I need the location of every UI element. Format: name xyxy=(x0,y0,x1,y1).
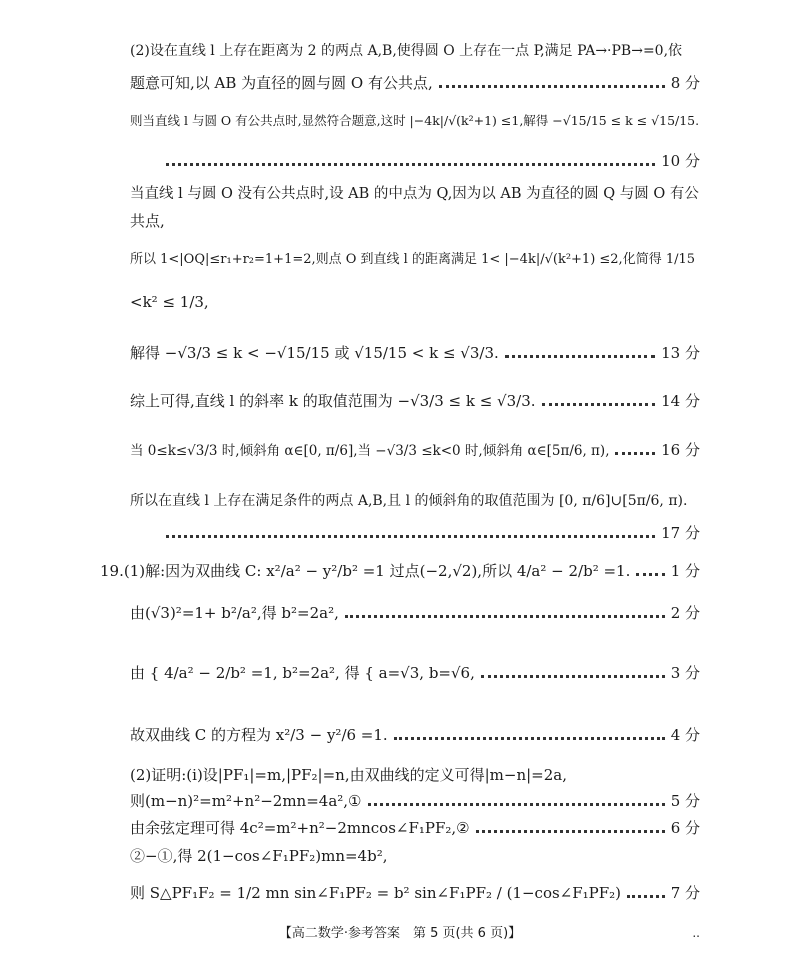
score-label: 2 分 xyxy=(670,603,700,622)
text-line xyxy=(130,880,700,904)
text-line xyxy=(130,108,700,132)
leader-dots xyxy=(166,535,655,538)
line-text: 由余弦定理可得 4c²=m²+n²−2mncos∠F₁PF₂,② xyxy=(130,818,470,837)
score-label: 10 分 xyxy=(661,151,700,170)
line-text: 则当直线 l 与圆 O 有公共点时,显然符合题意,这时 |−4k|/√(k²+1) ≤1,解得 −√15/15 ≤ k ≤ √15/15. xyxy=(130,113,700,128)
text-line xyxy=(130,290,700,314)
score-label: 17 分 xyxy=(661,523,700,542)
line-text: 当 0≤k≤√3/3 时,倾斜角 α∈[0, π/6],当 −√3/3 ≤k<0 时,倾斜角 α∈[5π/6, π), xyxy=(130,443,610,459)
text-line xyxy=(130,340,700,364)
line-text: 所以在直线 l 上存在满足条件的两点 A,B,且 l 的倾斜角的取值范围为 [0, π/6]∪[5π/6, π). xyxy=(130,493,688,509)
leader-dots xyxy=(615,452,655,455)
line-text: 综上可得,直线 l 的斜率 k 的取值范围为 −√3/3 ≤ k ≤ √3/3. xyxy=(130,391,536,410)
text-line xyxy=(130,388,700,412)
line-text: ②−①,得 2(1−cos∠F₁PF₂)mn=4b², xyxy=(130,846,388,865)
leader-dots xyxy=(636,573,664,576)
text-line xyxy=(130,788,700,812)
text-line xyxy=(160,520,700,544)
text-line xyxy=(130,600,700,624)
text-line xyxy=(130,437,700,461)
line-text: 题意可知,以 AB 为直径的圆与圆 O 有公共点, xyxy=(130,73,433,92)
score-label: 1 分 xyxy=(670,561,700,580)
text-line xyxy=(100,558,700,582)
text-line xyxy=(130,488,700,512)
line-text: 则(m−n)²=m²+n²−2mn=4a²,① xyxy=(130,791,362,810)
leader-dots xyxy=(439,85,665,88)
line-text: 解得 −√3/3 ≤ k < −√15/15 或 √15/15 < k ≤ √3/3. xyxy=(130,343,499,362)
line-text: 由(√3)²=1+ b²/a²,得 b²=2a², xyxy=(130,603,339,622)
line-text: 19.(1)解:因为双曲线 C: x²/a² − y²/b² =1 过点(−2,√2),所以 4/a² − 2/b² =1. xyxy=(100,561,631,580)
leader-dots xyxy=(345,615,665,618)
score-label: 14 分 xyxy=(661,391,700,410)
leader-dots xyxy=(542,403,656,406)
score-label: 4 分 xyxy=(670,725,700,744)
line-text: <k² ≤ 1/3, xyxy=(130,293,209,311)
text-line xyxy=(130,245,700,269)
text-line xyxy=(130,70,700,94)
line-text: (2)设在直线 l 上存在距离为 2 的两点 A,B,使得圆 O 上存在一点 P,满足 PA→·PB→=0,依 xyxy=(130,43,683,59)
page-footer: 【高二数学·参考答案 第 5 页(共 6 页)】 xyxy=(278,926,522,941)
corner-mark: .. xyxy=(692,926,700,940)
leader-dots xyxy=(394,737,665,740)
text-line xyxy=(130,843,700,867)
score-label: 5 分 xyxy=(670,791,700,810)
text-line xyxy=(130,722,700,746)
leader-dots xyxy=(481,675,665,678)
line-text: (2)证明:(ⅰ)设|PF₁|=m,|PF₂|=n,由双曲线的定义可得|m−n|=2a, xyxy=(130,765,567,784)
text-line xyxy=(130,762,700,786)
line-text: 当直线 l 与圆 O 没有公共点时,设 AB 的中点为 Q,因为以 AB 为直径的圆 Q 与圆 O 有公 xyxy=(130,185,699,202)
score-label: 13 分 xyxy=(661,343,700,362)
score-label: 3 分 xyxy=(670,663,700,682)
line-text: 故双曲线 C 的方程为 x²/3 − y²/6 =1. xyxy=(130,725,388,744)
leader-dots xyxy=(166,163,655,166)
score-label: 16 分 xyxy=(661,440,700,459)
line-text: 共点, xyxy=(130,211,165,230)
text-line xyxy=(130,815,700,839)
text-line xyxy=(130,180,700,204)
text-line xyxy=(130,208,700,232)
score-label: 6 分 xyxy=(670,818,700,837)
leader-dots xyxy=(368,803,665,806)
line-text: 则 S△PF₁F₂ = 1/2 mn sin∠F₁PF₂ = b² sin∠F₁PF₂ / (1−cos∠F₁PF₂) xyxy=(130,883,622,902)
leader-dots xyxy=(476,830,665,833)
line-text: 由 { 4/a² − 2/b² =1, b²=2a², 得 { a=√3, b=√6, xyxy=(130,663,475,682)
line-text: 所以 1<|OQ|≤r₁+r₂=1+1=2,则点 O 到直线 l 的距离满足 1< |−4k|/√(k²+1) ≤2,化简得 1/15 xyxy=(130,251,696,267)
text-line xyxy=(130,660,700,684)
text-line xyxy=(160,148,700,172)
leader-dots xyxy=(627,895,665,898)
leader-dots xyxy=(505,355,655,358)
text-line xyxy=(130,38,700,62)
score-label: 8 分 xyxy=(670,73,700,92)
score-label: 7 分 xyxy=(670,883,700,902)
